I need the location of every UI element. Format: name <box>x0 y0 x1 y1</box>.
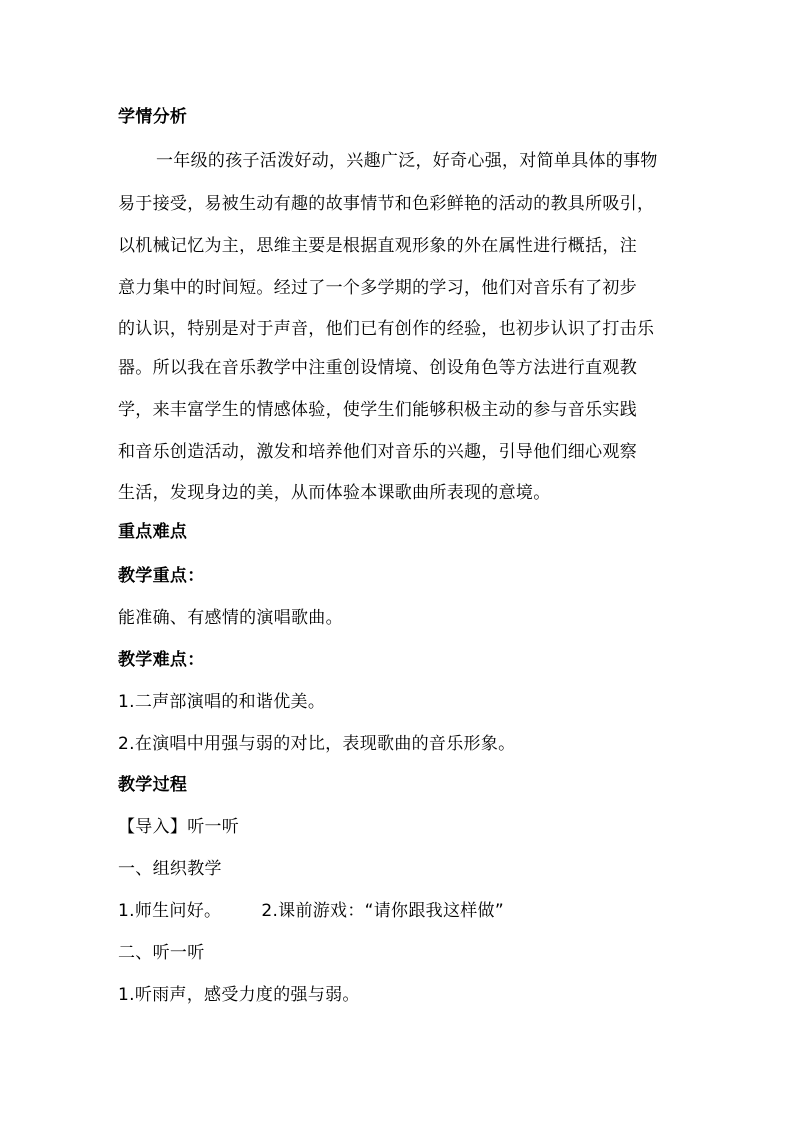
section-title-analysis: 学情分析 <box>118 107 188 127</box>
step-two-title: 二、听一听 <box>118 943 205 963</box>
difficulty-item-2: 2.在演唱中用强与弱的对比，表现歌曲的音乐形象。 <box>118 734 516 754</box>
step-one-title: 一、组织教学 <box>118 859 222 879</box>
section-title-key-points: 重点难点 <box>118 522 188 542</box>
analysis-line-1: 一年级的孩子活泼好动，兴趣广泛，好奇心强，对简单具体的事物 <box>156 151 658 171</box>
analysis-line-5: 的认识，特别是对于声音，他们已有创作的经验，也初步认识了打击乐 <box>118 319 655 339</box>
analysis-line-6: 器。所以我在音乐教学中注重创设情境、创设角色等方法进行直观教 <box>118 358 637 378</box>
analysis-line-4: 意力集中的时间短。经过了一个多学期的学习，他们对音乐有了初步 <box>118 278 637 298</box>
analysis-line-8: 和音乐创造活动，激发和培养他们对音乐的兴趣，引导他们细心观察 <box>118 442 637 462</box>
analysis-line-3: 以机械记忆为主，思维主要是根据直观形象的外在属性进行概括，注 <box>118 236 637 256</box>
key-point-text: 能准确、有感情的演唱歌曲。 <box>118 608 343 628</box>
analysis-line-7: 学，来丰富学生的情感体验，使学生们能够积极主动的参与音乐实践 <box>118 400 637 420</box>
step-one-item-game: 2.课前游戏：“请你跟我这样做” <box>261 901 504 921</box>
difficulty-label: 教学难点： <box>118 650 205 670</box>
difficulty-item-1: 1.二声部演唱的和谐优美。 <box>118 692 326 712</box>
key-point-label: 教学重点： <box>118 566 205 586</box>
analysis-line-2: 易于接受，易被生动有趣的故事情节和色彩鲜艳的活动的教具所吸引， <box>118 194 655 214</box>
step-two-item: 1.听雨声，感受力度的强与弱。 <box>118 985 360 1005</box>
step-one-item-greeting: 1.师生问好。 <box>118 901 222 921</box>
analysis-line-9: 生活，发现身边的美，从而体验本课歌曲所表现的意境。 <box>118 483 551 503</box>
intro-label: 【导入】听一听 <box>118 817 240 837</box>
step-one-items <box>118 899 504 923</box>
section-title-process: 教学过程 <box>118 775 188 795</box>
